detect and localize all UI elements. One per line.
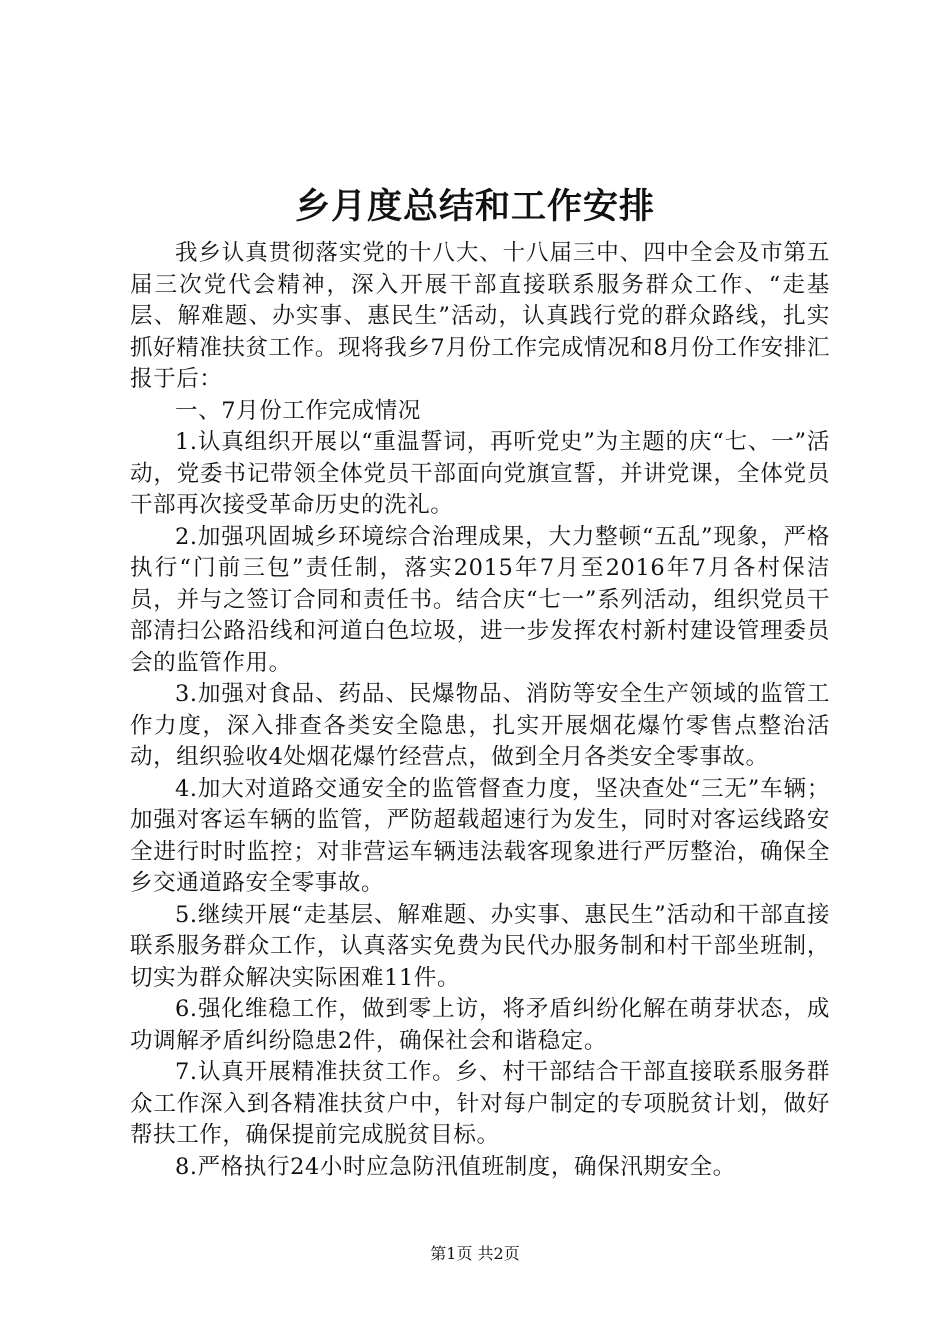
item-paragraph-5: 5.继续开展“走基层、解难题、办实事、惠民生”活动和干部直接联系服务群众工作，认真落实免费为民代办服务制和村干部坐班制，切实为群众解决实际困难11件。 [130, 901, 830, 991]
item-paragraph-3: 3.加强对食品、药品、民爆物品、消防等安全生产领域的监管工作力度，深入排查各类安全隐患，扎实开展烟花爆竹零售点整治活动，组织验收4处烟花爆竹经营点，做到全月各类安全零事故。 [130, 681, 830, 770]
item-paragraph-8: 8.严格执行24小时应急防汛值班制度，确保汛期安全。 [175, 1153, 736, 1180]
item-paragraph-4: 4.加大对道路交通安全的监管督查力度，坚决查处“三无”车辆；加强对客运车辆的监管，严防超载超速行为发生，同时对客运线路安全进行时时监控；对非营运车辆违法载客现象进行严厉整治，确保全乡交通道路安全零事故。 [130, 775, 830, 896]
item-paragraph-7: 7.认真开展精准扶贫工作。乡、村干部结合干部直接联系服务群众工作深入到各精准扶贫户中，针对每户制定的专项脱贫计划，做好帮扶工作，确保提前完成脱贫目标。 [130, 1059, 830, 1148]
item-paragraph-6: 6.强化维稳工作，做到零上访，将矛盾纠纷化解在萌芽状态，成功调解矛盾纠纷隐患2件，确保社会和谐稳定。 [130, 996, 830, 1054]
document-body [130, 238, 830, 1183]
item-paragraph-2: 2.加强巩固城乡环境综合治理成果，大力整顿“五乱”现象，严格执行“门前三包”责任制，落实2015年7月至2016年7月各村保洁员，并与之签订合同和责任书。结合庆“七一”系列活动，组织党员干部清扫公路沿线和河道白色垃圾，进一步发挥农村新村建设管理委员会的监管作用。 [130, 523, 830, 676]
section-heading: 一、7月份工作完成情况 [175, 397, 421, 424]
intro-paragraph: 我乡认真贯彻落实党的十八大、十八届三中、四中全会及市第五届三次党代会精神，深入开展干部直接联系服务群众工作、“走基层、解难题、办实事、惠民生”活动，认真践行党的群众路线，扎实抓好精准扶贫工作。现将我乡7月份工作完成情况和8月份工作安排汇报于后： [130, 240, 830, 392]
page-number-footer: 第1页 共2页 [430, 1244, 520, 1263]
item-paragraph-1: 1.认真组织开展以“重温誓词，再听党史”为主题的庆“七、一”活动，党委书记带领全体党员干部面向党旗宣誓，并讲党课，全体党员干部再次接受革命历史的洗礼。 [130, 429, 830, 518]
document-title: 乡月度总结和工作安排 [294, 186, 655, 227]
